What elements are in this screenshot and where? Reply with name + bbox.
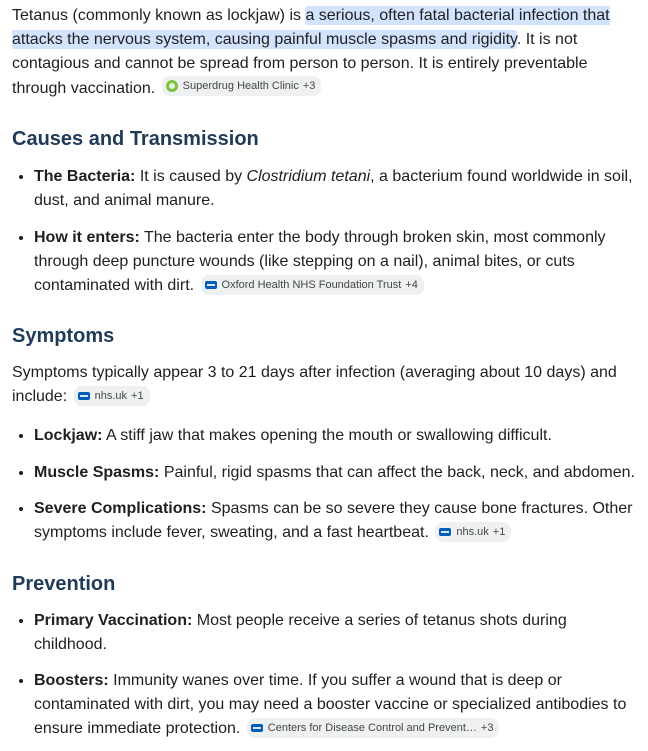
source-name: nhs.uk bbox=[94, 390, 128, 402]
source-more-count: +1 bbox=[492, 526, 506, 538]
intro-highlight[interactable]: a serious, often fatal bacterial infection that attacks the nervous system, causing painful muscle spasms and rigidity bbox=[12, 7, 610, 48]
source-name: Oxford Health NHS Foundation Trust bbox=[221, 279, 402, 291]
bullet-text: , a bacterium found worldwide in soil, dust, and animal manure. bbox=[34, 168, 633, 209]
bullet-text: Immunity wanes over time. If you suffer a wound that is deep or contaminated with dirt, you may need a booster vaccine or specialized antibodies to ensure immediate protection. bbox=[34, 672, 627, 737]
heading-prevention: Prevention bbox=[12, 573, 116, 595]
list-item bbox=[34, 424, 642, 448]
source-more-count: +4 bbox=[405, 279, 418, 291]
cdc-logo-icon bbox=[251, 724, 263, 732]
heading-symptoms: Symptoms bbox=[12, 325, 115, 347]
bullet-term: Severe Complications: bbox=[34, 500, 207, 517]
bullet-text: The bacteria enter the body through broken skin, most commonly through deep puncture wounds (like stepping on a nail), animal bites, or cuts contaminated with dirt. bbox=[34, 229, 606, 294]
bullet-term: Muscle Spasms: bbox=[34, 464, 160, 481]
source-more-count: +1 bbox=[131, 390, 144, 402]
symptoms-intro-text: Symptoms typically appear 3 to 21 days after infection (averaging about 10 days) and include: bbox=[12, 364, 617, 405]
symptoms-list bbox=[12, 424, 642, 545]
list-item bbox=[34, 165, 642, 213]
nhs-logo-icon bbox=[78, 392, 90, 400]
list-item bbox=[34, 497, 642, 545]
source-chip-superdrug[interactable] bbox=[162, 76, 322, 96]
species-name: Clostridium tetani bbox=[246, 168, 371, 185]
list-item bbox=[34, 609, 642, 657]
list-item bbox=[34, 461, 642, 485]
source-chip-nhs[interactable] bbox=[435, 522, 511, 542]
source-chip-cdc[interactable] bbox=[247, 718, 500, 738]
superdrug-logo-icon bbox=[166, 80, 178, 92]
bullet-term: Lockjaw: bbox=[34, 427, 103, 444]
answer-content bbox=[12, 4, 642, 741]
heading-causes: Causes and Transmission bbox=[12, 128, 259, 150]
bullet-text: Most people receive a series of tetanus shots during childhood. bbox=[34, 612, 567, 653]
source-more-count: +3 bbox=[480, 722, 494, 734]
source-chip-oxford-health[interactable] bbox=[201, 275, 424, 295]
source-name: Superdrug Health Clinic bbox=[182, 80, 299, 92]
list-item bbox=[34, 669, 642, 741]
bullet-text: A stiff jaw that makes opening the mouth or swallowing difficult. bbox=[102, 427, 552, 444]
causes-list bbox=[12, 165, 642, 298]
bullet-term: How it enters: bbox=[34, 229, 140, 246]
intro-text-after: . It is not contagious and cannot be spread from person to person. It is entirely preventable through vaccination. bbox=[12, 31, 588, 97]
bullet-term: Boosters: bbox=[34, 672, 109, 689]
nhs-logo-icon bbox=[439, 528, 451, 536]
list-item bbox=[34, 226, 642, 298]
prevention-list bbox=[12, 609, 642, 741]
source-chip-nhs[interactable] bbox=[74, 386, 150, 406]
source-name: Centers for Disease Control and Prevent… bbox=[267, 722, 477, 734]
intro-paragraph bbox=[12, 4, 642, 101]
bullet-term: Primary Vaccination: bbox=[34, 612, 193, 629]
bullet-term: The Bacteria: bbox=[34, 168, 136, 185]
symptoms-intro bbox=[12, 361, 642, 409]
intro-text-before: Tetanus (commonly known as lockjaw) is bbox=[12, 7, 306, 24]
source-name: nhs.uk bbox=[456, 526, 489, 538]
bullet-text: Painful, rigid spasms that can affect the back, neck, and abdomen. bbox=[159, 464, 635, 481]
bullet-text: It is caused by bbox=[135, 168, 247, 185]
source-more-count: +3 bbox=[302, 80, 316, 92]
bullet-text: Spasms can be so severe they cause bone fractures. Other symptoms include fever, sweating, and a fast heartbeat. bbox=[34, 500, 633, 541]
nhs-logo-icon bbox=[205, 281, 217, 289]
